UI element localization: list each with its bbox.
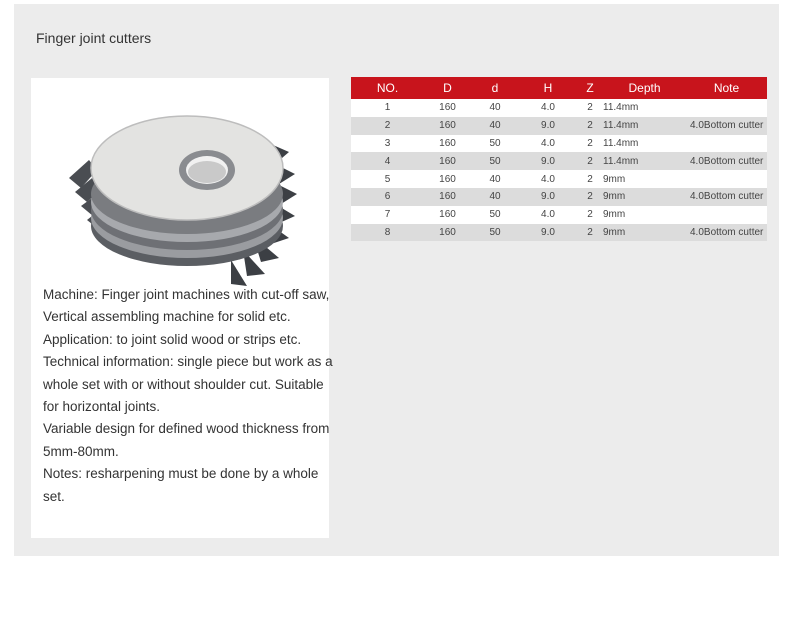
cell-note [686, 135, 767, 153]
cell-h: 4.0 [519, 135, 577, 153]
cell-h: 9.0 [519, 188, 577, 206]
cell-d-outer: 160 [424, 152, 471, 170]
cell-no: 4 [351, 152, 424, 170]
cell-depth: 11.4mm [603, 99, 686, 117]
description-technical: Technical information: single piece but work as a whole set with or without shoulder cut. Suitable for horizontal joints. [43, 354, 333, 415]
cell-note [686, 170, 767, 188]
header-d-bore: d [471, 77, 519, 99]
cell-no: 8 [351, 224, 424, 242]
cell-d-outer: 160 [424, 188, 471, 206]
cell-z: 2 [577, 152, 603, 170]
table-row [351, 117, 767, 135]
cell-d-bore: 50 [471, 135, 519, 153]
cell-z: 2 [577, 170, 603, 188]
cell-d-outer: 160 [424, 206, 471, 224]
cell-no: 6 [351, 188, 424, 206]
cell-d-outer: 160 [424, 170, 471, 188]
header-note: Note [686, 77, 767, 99]
cell-d-outer: 160 [424, 224, 471, 242]
cell-d-outer: 160 [424, 117, 471, 135]
page-title: Finger joint cutters [36, 30, 152, 46]
cell-no: 7 [351, 206, 424, 224]
cell-h: 4.0 [519, 99, 577, 117]
cell-depth: 9mm [603, 188, 686, 206]
table-row [351, 99, 767, 117]
cell-h: 9.0 [519, 224, 577, 242]
cell-z: 2 [577, 224, 603, 242]
cell-no: 1 [351, 99, 424, 117]
table-row [351, 152, 767, 170]
cell-z: 2 [577, 117, 603, 135]
table-row [351, 170, 767, 188]
cell-d-bore: 50 [471, 152, 519, 170]
table-row [351, 135, 767, 153]
cell-note: 4.0Bottom cutter [686, 152, 767, 170]
header-h: H [519, 77, 577, 99]
description-notes: Notes: resharpening must be done by a whole set. [43, 466, 319, 504]
cell-note: 4.0Bottom cutter [686, 224, 767, 242]
cell-z: 2 [577, 188, 603, 206]
cell-no: 5 [351, 170, 424, 188]
cell-note: 4.0Bottom cutter [686, 117, 767, 135]
cell-depth: 9mm [603, 170, 686, 188]
cell-d-bore: 40 [471, 188, 519, 206]
cell-depth: 11.4mm [603, 117, 686, 135]
cell-h: 9.0 [519, 117, 577, 135]
cell-depth: 9mm [603, 224, 686, 242]
header-z: Z [577, 77, 603, 99]
cell-z: 2 [577, 135, 603, 153]
cell-h: 4.0 [519, 206, 577, 224]
cell-note [686, 206, 767, 224]
description-variable-design: Variable design for defined wood thickness from 5mm-80mm. [43, 421, 330, 459]
table-row [351, 188, 767, 206]
product-card [31, 78, 333, 538]
cell-z: 2 [577, 206, 603, 224]
table-header-row [351, 77, 767, 99]
description-application: Application: to joint solid wood or strips etc. [43, 331, 302, 347]
header-depth: Depth [603, 77, 686, 99]
cell-h: 4.0 [519, 170, 577, 188]
header-d-outer: D [424, 77, 471, 99]
cell-note: 4.0Bottom cutter [686, 188, 767, 206]
cell-z: 2 [577, 99, 603, 117]
cell-depth: 9mm [603, 206, 686, 224]
cell-depth: 11.4mm [603, 135, 686, 153]
cell-d-bore: 50 [471, 224, 519, 242]
product-image [67, 108, 297, 288]
spec-table [351, 77, 767, 241]
cell-d-outer: 160 [424, 135, 471, 153]
cell-d-bore: 40 [471, 99, 519, 117]
cell-no: 3 [351, 135, 424, 153]
description-machine: Machine: Finger joint machines with cut-off saw, Vertical assembling machine for solid etc. [43, 287, 330, 325]
header-no: NO. [351, 77, 424, 99]
cell-d-outer: 160 [424, 99, 471, 117]
cell-depth: 11.4mm [603, 152, 686, 170]
cell-h: 9.0 [519, 152, 577, 170]
cell-d-bore: 50 [471, 206, 519, 224]
product-description [43, 284, 333, 508]
cell-no: 2 [351, 117, 424, 135]
cell-d-bore: 40 [471, 117, 519, 135]
table-row [351, 224, 767, 242]
cell-note [686, 99, 767, 117]
table-row [351, 206, 767, 224]
cell-d-bore: 40 [471, 170, 519, 188]
